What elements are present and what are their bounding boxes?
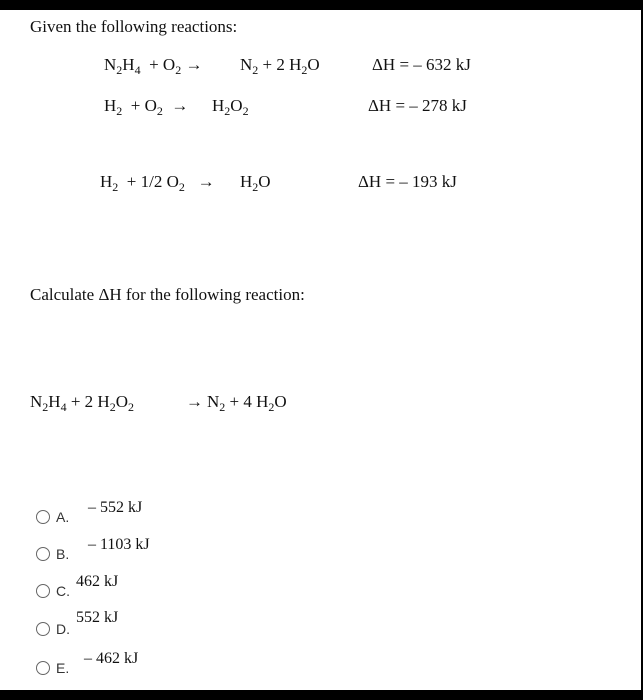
formula-text: → — [181, 55, 207, 74]
option-a[interactable] — [36, 499, 156, 527]
formula-text: O — [258, 172, 271, 191]
formula-subscript: 4 — [134, 63, 141, 77]
option-e[interactable] — [36, 650, 156, 678]
reaction-3-reactants — [100, 172, 223, 192]
formula-text: O — [230, 96, 243, 115]
formula-subscript: 2 — [175, 63, 182, 77]
option-c[interactable] — [36, 573, 156, 601]
option-value: – 462 kJ — [84, 650, 139, 667]
formula-text: N — [30, 392, 43, 411]
formula-text: N — [104, 55, 117, 74]
formula-text: N — [207, 392, 220, 411]
formula-subscript: 4 — [60, 400, 67, 414]
formula-text: O — [307, 55, 320, 74]
formula-text: O — [274, 392, 287, 411]
formula-subscript: 2 — [116, 104, 123, 118]
formula-subscript: 2 — [116, 63, 123, 77]
formula-subscript: 2 — [242, 104, 249, 118]
formula-text: H — [104, 96, 117, 115]
formula-subscript: 2 — [219, 400, 226, 414]
radio-circle-icon[interactable] — [36, 622, 50, 636]
target-arrow: → — [186, 392, 203, 411]
option-d[interactable] — [36, 609, 156, 639]
formula-subscript: 2 — [252, 180, 259, 194]
formula-text: H — [100, 172, 113, 191]
target-products — [207, 392, 287, 412]
formula-subscript: 2 — [178, 180, 185, 194]
option-value: 462 kJ — [76, 573, 119, 590]
option-b[interactable] — [36, 536, 166, 564]
radio-circle-icon[interactable] — [36, 661, 50, 675]
option-letter: E. — [56, 660, 70, 676]
formula-text: N — [240, 55, 253, 74]
option-letter: A. — [56, 509, 70, 525]
formula-subscript: 2 — [109, 400, 116, 414]
formula-text: H — [122, 55, 135, 74]
formula-text: + O — [122, 96, 157, 115]
radio-circle-icon[interactable] — [36, 584, 50, 598]
reaction-1-reactants — [104, 55, 207, 75]
formula-text: H — [240, 172, 253, 191]
formula-subscript: 2 — [127, 400, 134, 414]
target-reactants — [30, 392, 134, 412]
option-letter: B. — [56, 546, 70, 562]
reaction-1-enthalpy: ΔH = – 632 kJ — [372, 55, 471, 74]
reaction-3-products — [240, 172, 271, 192]
option-value: – 552 kJ — [88, 499, 143, 516]
formula-text: O — [115, 392, 128, 411]
formula-subscript: 2 — [42, 400, 49, 414]
formula-text: + 2 H — [258, 55, 302, 74]
option-letter: D. — [56, 621, 70, 637]
formula-subscript: 2 — [252, 63, 259, 77]
option-value: 552 kJ — [76, 609, 119, 626]
intro-text: Given the following reactions: — [30, 17, 238, 36]
reaction-1-products — [240, 55, 320, 75]
radio-circle-icon[interactable] — [36, 510, 50, 524]
formula-text: + 1/2 O — [118, 172, 179, 191]
reaction-2-reactants — [104, 96, 197, 116]
formula-subscript: 2 — [268, 400, 275, 414]
reaction-2-enthalpy: ΔH = – 278 kJ — [368, 96, 467, 115]
formula-subscript: 2 — [301, 63, 308, 77]
formula-text: + 2 H — [66, 392, 110, 411]
radio-circle-icon[interactable] — [36, 547, 50, 561]
formula-text: → — [162, 96, 197, 115]
formula-subscript: 2 — [112, 180, 119, 194]
question-text: Calculate ΔH for the following reaction: — [30, 285, 305, 304]
formula-text: + 4 H — [225, 392, 269, 411]
formula-text: + O — [140, 55, 176, 74]
option-letter: C. — [56, 583, 70, 599]
reaction-2-products — [212, 96, 249, 116]
option-value: – 1103 kJ — [88, 536, 150, 553]
formula-subscript: 2 — [156, 104, 163, 118]
formula-text: → — [184, 172, 224, 191]
formula-text: H — [48, 392, 61, 411]
question-page — [0, 10, 641, 690]
reaction-3-enthalpy: ΔH = – 193 kJ — [358, 172, 457, 191]
formula-text: H — [212, 96, 225, 115]
formula-subscript: 2 — [224, 104, 231, 118]
